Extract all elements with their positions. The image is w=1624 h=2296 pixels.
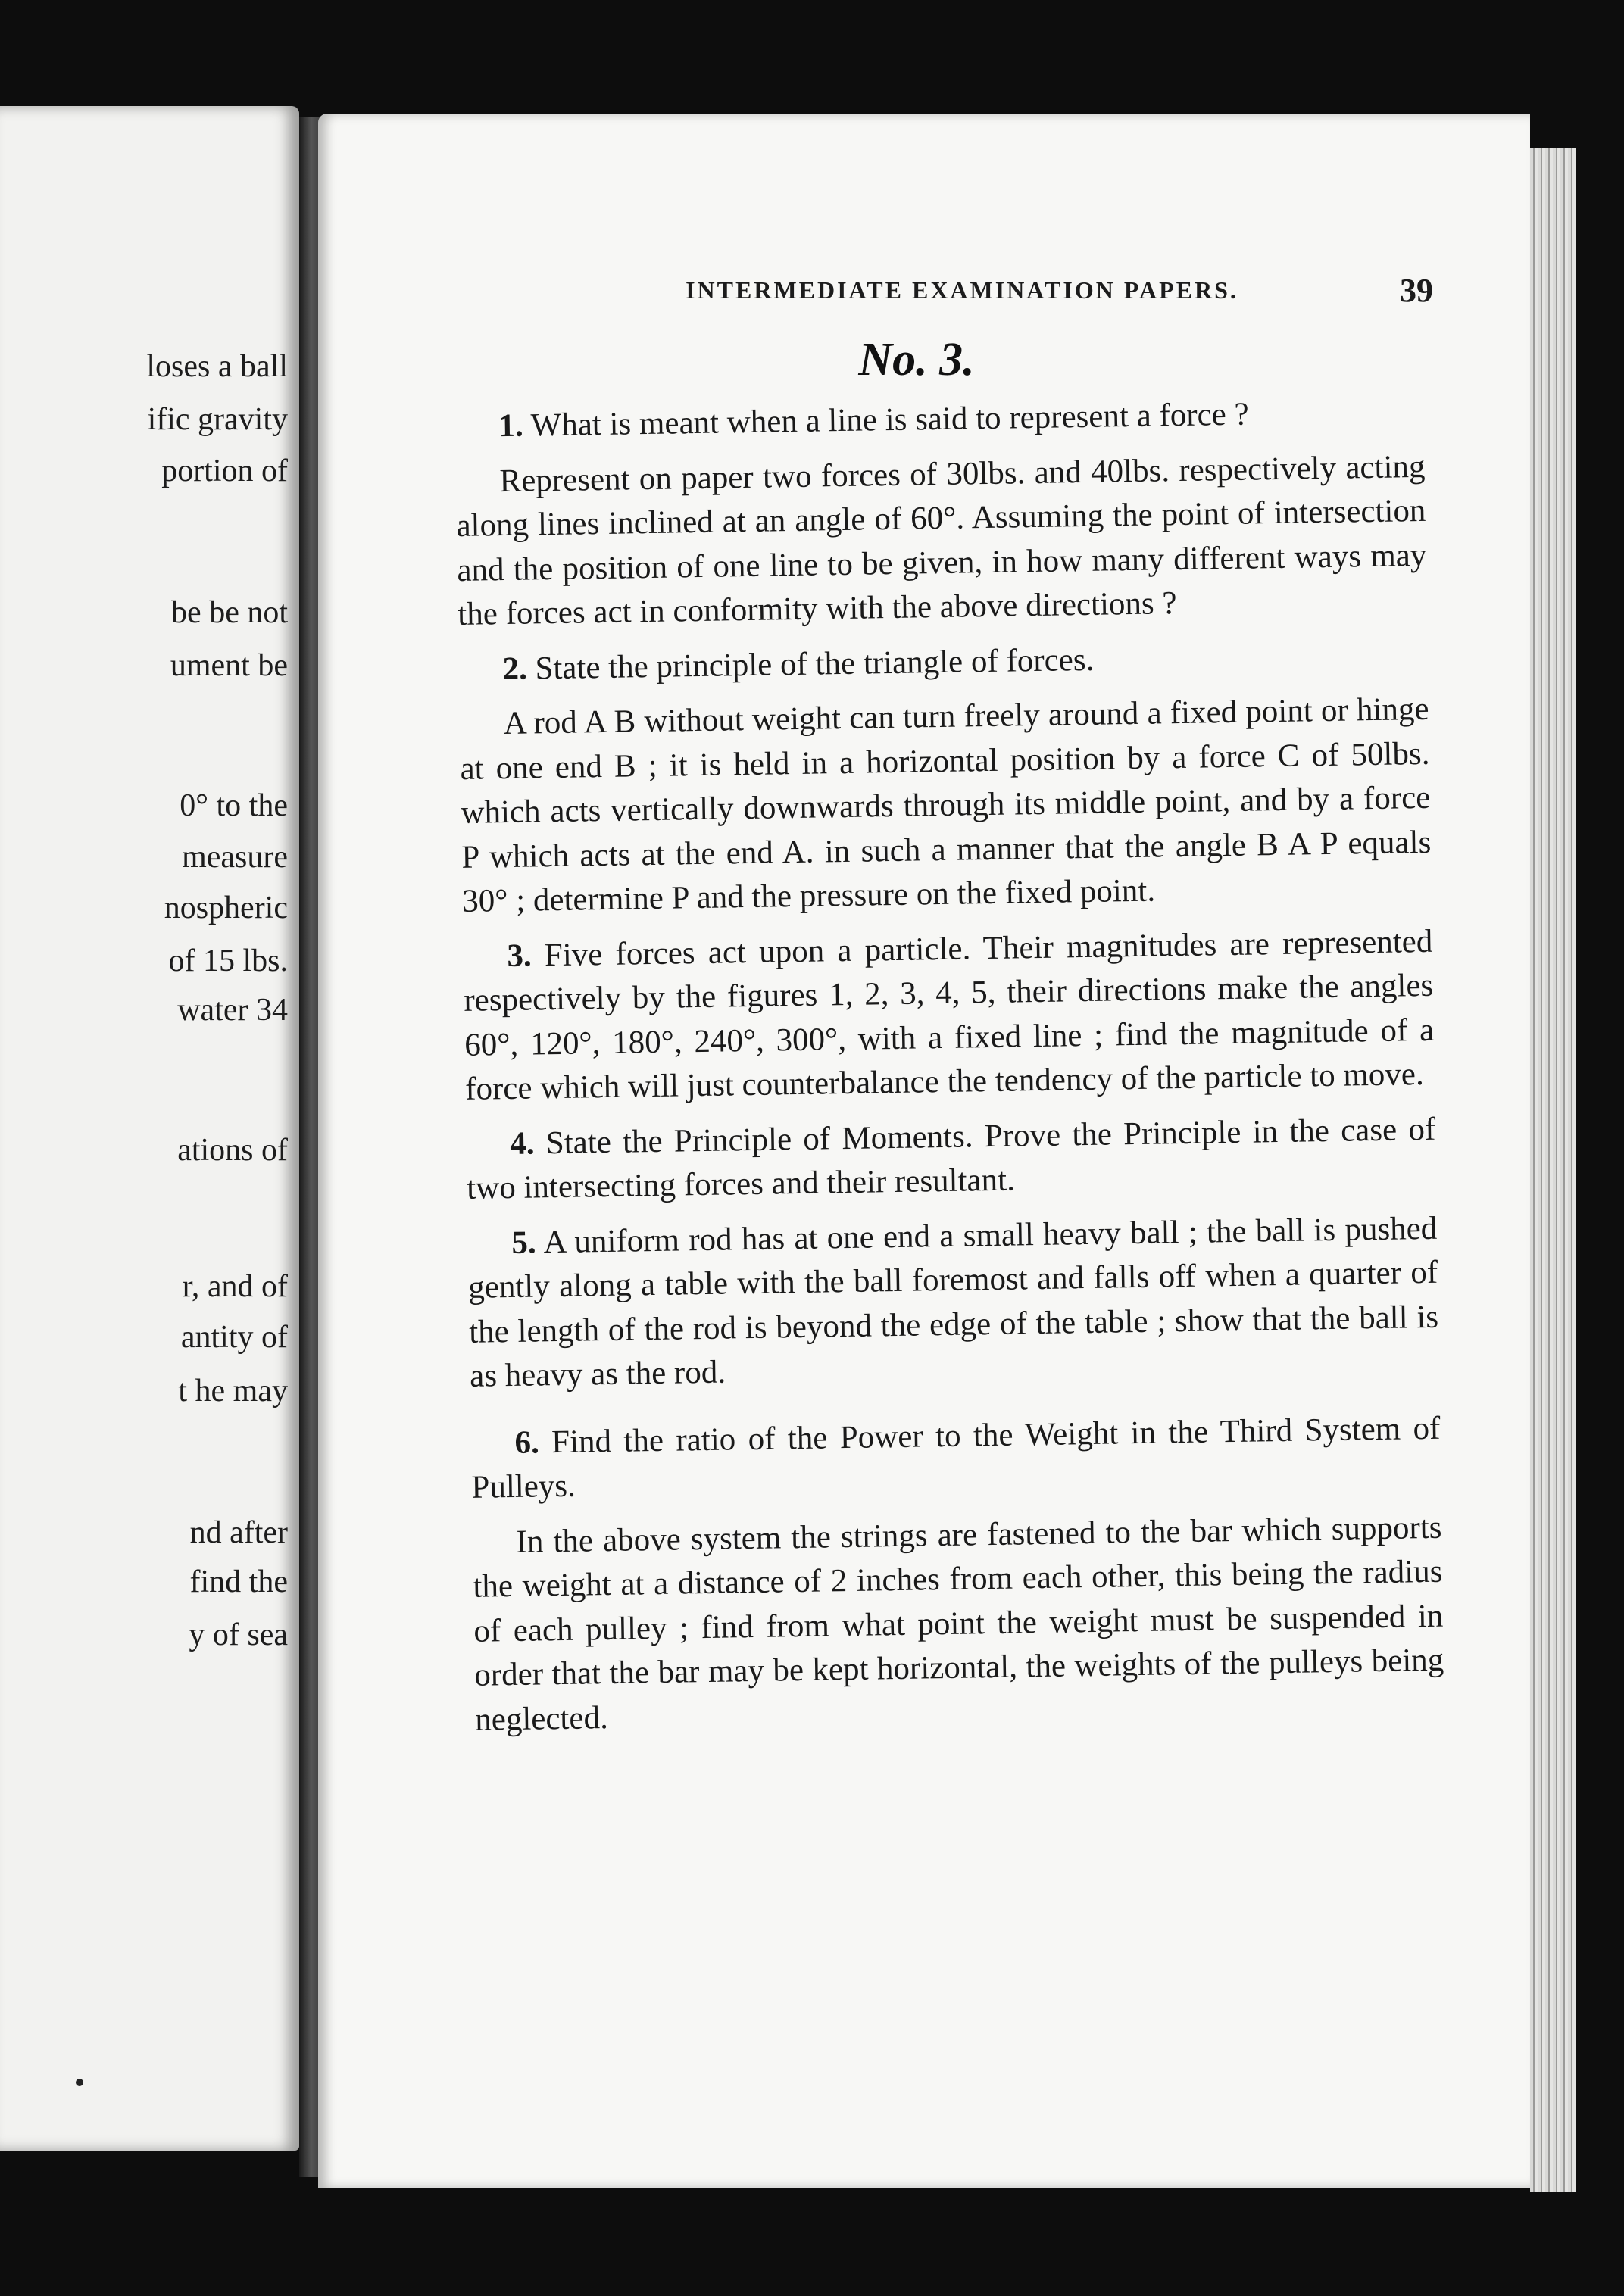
question-6-part-2: In the above system the strings are fastened to the bar which supports the weight at a distance of 2 inches from each other, this being the radius of each pulley ; find from what point the weight must be suspended in order that the bar may be kept horizontal, the weights of the pulleys being neglected.	[473, 1509, 1444, 1738]
left-page-line	[0, 943, 288, 978]
left-page-line	[0, 992, 288, 1027]
question-2-part-2: A rod A B without weight can turn freely around a fixed point or hinge at one end B ; it is held in a horizontal position by a force C of 50lbs. which acts vertically downwards through its middle point, and by a force P which acts at the end A. in such a manner that the angle B A P equals 30° ; determine P and the pressure on the fixed point.	[460, 691, 1432, 919]
left-page-line	[0, 348, 288, 383]
ink-speck	[76, 2079, 83, 2086]
paper-title: No. 3.	[858, 334, 975, 385]
left-page-line	[0, 1319, 288, 1354]
page-edges	[1530, 148, 1576, 2192]
left-page-line-text: be be not	[171, 595, 288, 630]
left-page-line-text: ument be	[170, 648, 288, 683]
question-3	[463, 919, 1435, 1112]
left-page-line-text: 0° to the	[180, 788, 288, 823]
left-page-line	[0, 401, 288, 436]
left-page-line-text: nospheric	[164, 891, 288, 925]
left-page-line-text: portion of	[161, 454, 288, 488]
question-list	[454, 390, 1445, 1753]
left-page-line-text: nd after	[189, 1515, 288, 1550]
left-page-line	[0, 453, 288, 488]
left-page-line-text: y of sea	[189, 1617, 288, 1652]
running-head: INTERMEDIATE EXAMINATION PAPERS.	[686, 276, 1238, 304]
question-6	[470, 1406, 1441, 1510]
question-number: 4.	[509, 1125, 535, 1162]
left-page-line-text: ations of	[177, 1133, 288, 1168]
page-number: 39	[1400, 272, 1433, 309]
left-page-line	[0, 1515, 288, 1549]
question-number: 6.	[514, 1424, 540, 1461]
left-page-line-text: ific gravity	[147, 402, 288, 437]
left-page-line-text: t he may	[178, 1374, 288, 1408]
left-page-line	[0, 788, 288, 822]
left-page-line	[0, 647, 288, 682]
left-page-line	[0, 1564, 288, 1599]
question-5	[467, 1206, 1440, 1399]
question-text: Five forces act upon a particle. Their magnitudes are represented respectively by the figures 1, 2, 3, 4, 5, their directions make the angles 60°, 120°, 180°, 240°, 300°, with a fixed line ; find the magnitude of a force which will just counterbalance the tendency of the particle to move.	[463, 923, 1435, 1107]
left-page-line-text: loses a ball	[146, 349, 288, 384]
left-page-line-text: measure	[182, 840, 288, 875]
left-page-line	[0, 1617, 288, 1652]
question-2	[458, 632, 1429, 692]
question-4	[466, 1107, 1437, 1211]
left-page-line-text: of 15 lbs.	[168, 944, 288, 978]
question-1-part-2: Represent on paper two forces of 30lbs. and 40lbs. respectively acting along lines inclined at an angle of 60°. Assuming the point of intersection and the position of one line to be given, in how many different ways may the forces act in conformity with the above directions ?	[456, 448, 1427, 632]
left-page-line	[0, 1373, 288, 1408]
question-text: What is meant when a line is said to represent a force ?	[530, 396, 1249, 444]
left-page-line-text: find the	[189, 1564, 288, 1599]
question-number: 5.	[511, 1224, 536, 1261]
left-page-line	[0, 890, 288, 925]
question-text: State the principle of the triangle of forces.	[535, 641, 1095, 686]
left-page-line	[0, 594, 288, 629]
left-page-line	[0, 1132, 288, 1167]
question-text: Find the ratio of the Power to the Weight in the Third System of Pulleys.	[471, 1410, 1441, 1505]
left-page-line-text: antity of	[180, 1320, 288, 1355]
question-text: A uniform rod has at one end a small heavy ball ; the ball is pushed gently along a table with the ball foremost and falls off when a quarter of the length of the rod is beyond the edge of the table ; show that the ball is as heavy as the rod.	[467, 1210, 1439, 1394]
question-number: 3.	[507, 937, 532, 974]
question-number: 1.	[498, 407, 524, 445]
left-page-line	[0, 1268, 288, 1303]
left-page-line-text: water 34	[177, 993, 288, 1028]
question-text: State the Principle of Moments. Prove the Principle in the case of two intersecting forces and their resultant.	[466, 1111, 1436, 1206]
facing-left-page	[0, 106, 299, 2151]
left-page-line-text: r, and of	[182, 1269, 288, 1304]
question-number: 2.	[502, 650, 528, 687]
left-page-line	[0, 839, 288, 874]
